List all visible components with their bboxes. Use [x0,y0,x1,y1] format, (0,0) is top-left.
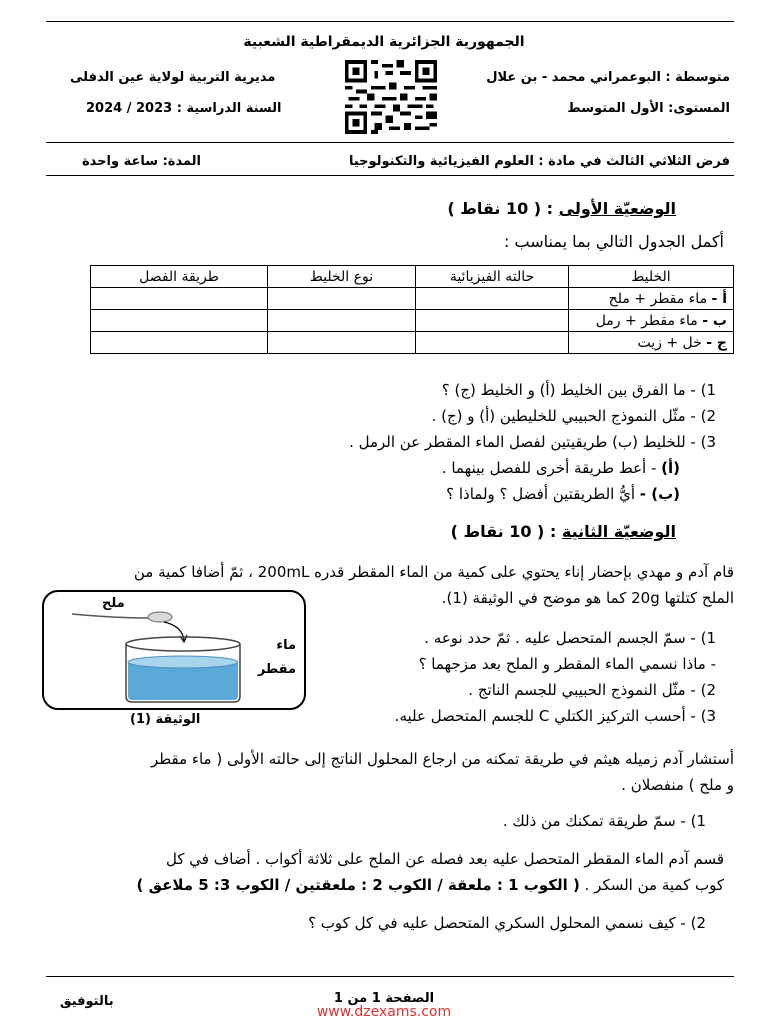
part1-question-1: 1) - ما الفرق بين الخليط (أ) و الخليط (ج) ؟ [441,381,716,399]
part2-paragraph-2-line-1: أستشار آدم زميله هيثم في طريقة تمكنه من ارجاع المحلول الناتج إلى حالته الأولى ( ماء مقطر [150,750,734,768]
top-rule [46,21,734,22]
document-1-figure [42,590,306,710]
mixture-cell [569,288,734,310]
salt-label: ملح [102,596,125,611]
part2-question-1: 1) - سمّ الجسم المتحصل عليه . ثمّ حدد نوعه . [424,629,716,647]
header-mixture-type: نوع الخليط [268,266,416,288]
mixture-cell [569,332,734,354]
distilled-label: مقطر [257,662,296,677]
website-link[interactable]: www.dzexams.com [316,1004,452,1020]
part2-intro-line-2: الملح كتلتها 20g كما هو موضح في الوثيقة (1). [441,589,734,607]
part1-intro: أكمل الجدول التالي بما يمناسب : [504,232,724,251]
part1-question-3: 3) - للخليط (ب) طريقيتين لفصل الماء المقطر عن الرمل . [349,433,716,451]
water-label: ماء [276,638,296,653]
part2-question-1b: - ماذا نسمي الماء المقطر و الملح بعد مزجهما ؟ [418,655,716,673]
directorate: مديرية التربية لولاية عين الدفلى [70,70,276,85]
exam-title: فرض الثلاثي الثالث في مادة : العلوم الفيزيائية والتكنولوجيا [348,154,730,169]
row-label: ب - [702,312,727,329]
figure-caption: الوثيقة (1) [130,712,201,727]
part2-paragraph-3-line-2 [137,876,725,894]
part2-points: : ( 10 نقاط ) [450,522,557,541]
header-bottom-rule [46,175,734,176]
part2-question-2: 2) - مثّل النموذج الحبيبي للجسم الناتج . [468,681,716,699]
header-physical-state: حالته الفيزيائية [416,266,569,288]
table-header-row [91,266,734,288]
table-row [91,288,734,310]
row-text: ماء مقطر + رمل [595,312,703,329]
empty-cell[interactable] [91,332,268,354]
q3b-text: أيُّ الطريقتين أفضل ؟ ولماذا ؟ [446,485,640,503]
q3a-label: (أ) [661,459,680,477]
part1-question-2: 2) - مثّل النموذج الحبيبي للخليطين (أ) و (ج) . [431,407,716,425]
empty-cell[interactable] [416,332,569,354]
q3b-label: (ب) - [639,485,680,503]
school-name: متوسطة : البوعمراني محمد - بن علال [486,70,730,85]
part2-title: الوضعيّة الثانية [561,522,676,541]
part2-question-4: 1) - سمّ طريقة تمكنك من ذلك . [502,812,706,830]
empty-cell[interactable] [91,288,268,310]
page-number: الصفحة 1 من 1 [333,991,435,1006]
row-label: أ - [711,290,727,307]
exam-duration: المدة: ساعة واحدة [82,154,202,169]
row-text: ماء مقطر + ملح [608,290,712,307]
part2-heading [451,522,676,541]
part2-paragraph-2-line-2: و ملح ) منفصلان . [621,776,734,794]
mixture-table [90,265,734,354]
row-text: خل + زيت [637,334,707,351]
table-row [91,310,734,332]
empty-cell[interactable] [268,332,416,354]
paragraph-3-text: كوب كمية من السكر . [584,876,724,894]
part1-question-3b [446,485,680,503]
table-row [91,332,734,354]
part1-question-3a [442,459,680,477]
header-mixture: الخليط [569,266,734,288]
mixture-cell [569,310,734,332]
empty-cell[interactable] [268,288,416,310]
header-rule [46,142,734,143]
empty-cell[interactable] [91,310,268,332]
beaker-illustration [44,592,304,708]
level: المستوى: الأول المتوسط [567,101,730,116]
part2-question-3: 3) - أحسب التركيز الكتلي C للجسم المتحصل عليه. [394,707,716,725]
part2-paragraph-3-line-1: قسم آدم الماء المقطر المتحصل عليه بعد فصله عن الملح على ثلاثة أكواب . أضاف في كل [165,850,724,868]
good-luck: بالتوفيق [60,994,114,1009]
row-label: ج - [706,334,727,351]
qr-code [345,60,437,134]
republic-title: الجمهورية الجزائرية الديمقراطية الشعبية [243,34,525,50]
part2-intro-line-1: قام آدم و مهدي بإحضار إناء يحتوي على كمية من الماء المقطر قدره 200mL ، ثمّ أضافا كمية من [133,563,734,581]
school-year: السنة الدراسية : 2023 / 2024 [86,101,282,116]
part1-title: الوضعيّة الأولى [558,199,676,218]
header-separation-method: طريقة الفصل [91,266,268,288]
part1-points: : ( 10 نقاط ) [447,199,554,218]
part2-question-5: 2) - كيف نسمي المحلول السكري المتحصل عليه في كل كوب ؟ [308,914,706,932]
part1-heading [447,199,676,218]
cups-distribution: ( الكوب 1 : ملعقة / الكوب 2 : ملعقتين / الكوب 3: 5 ملاعق ) [136,876,580,894]
empty-cell[interactable] [416,288,569,310]
footer-rule [46,976,734,977]
empty-cell[interactable] [268,310,416,332]
q3a-text: - أعط طريقة أخرى للفصل بينهما . [441,459,662,477]
empty-cell[interactable] [416,310,569,332]
